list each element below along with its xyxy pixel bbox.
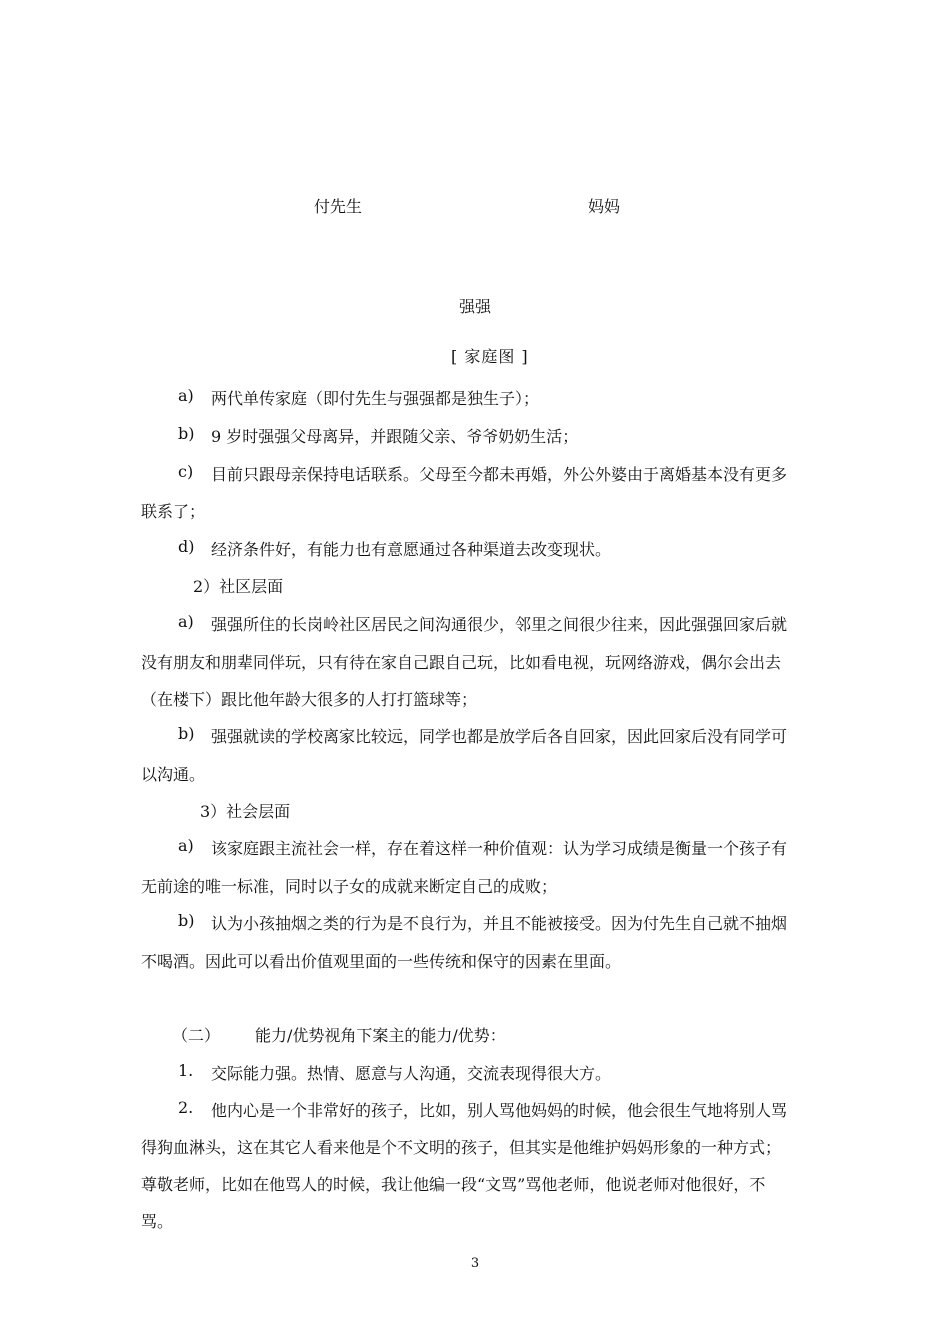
list-text: 他内心是一个非常好的孩子，比如，别人骂他妈妈的时候，他会很生气地将别人骂 xyxy=(211,1101,788,1120)
list-text: 强强就读的学校离家比较远，同学也都是放学后各自回家，因此回家后没有同学可 xyxy=(211,727,788,746)
society-heading: 3）社会层面 xyxy=(200,802,291,821)
list-text: 交际能力强。热情、愿意与人沟通，交流表现得很大方。 xyxy=(211,1064,612,1083)
society-item-b xyxy=(178,911,788,933)
list-text: 9 岁时强强父母离异，并跟随父亲、爷爷奶奶生活； xyxy=(211,427,579,446)
ability-item-1 xyxy=(178,1061,612,1083)
list-marker: c) xyxy=(178,462,194,481)
page-number: 3 xyxy=(470,1256,480,1271)
list-text: 目前只跟母亲保持电话联系。父母至今都未再婚，外公外婆由于离婚基本没有更多 xyxy=(211,465,788,484)
diagram-caption: [ 家庭图 ] xyxy=(451,347,529,366)
ability-item-2-line4: 骂。 xyxy=(141,1212,174,1231)
list-marker: a) xyxy=(178,836,194,855)
community-item-b xyxy=(178,724,788,746)
family-item-c-continued: 联系了； xyxy=(141,502,206,521)
ability-item-2-line3: 尊敬老师，比如在他骂人的时候，我让他编一段“文骂”骂他老师，他说老师对他很好，不 xyxy=(141,1175,766,1194)
section-two-title: 能力/优势视角下案主的能力/优势： xyxy=(255,1026,506,1045)
family-item-c xyxy=(178,462,788,484)
list-marker: a) xyxy=(178,386,194,405)
list-marker: 2. xyxy=(178,1098,194,1117)
list-marker: d) xyxy=(178,537,195,556)
family-item-a xyxy=(178,386,540,408)
section-two-number: （二） xyxy=(172,1026,221,1045)
ability-item-2-line2: 得狗血淋头，这在其它人看来他是个不文明的孩子，但其实是他维护妈妈形象的一种方式； xyxy=(141,1138,782,1157)
society-item-a-line2: 无前途的唯一标准，同时以子女的成就来断定自己的成败； xyxy=(141,877,558,896)
list-text: 该家庭跟主流社会一样，存在着这样一种价值观：认为学习成绩是衡量一个孩子有 xyxy=(211,839,788,858)
community-item-b-line2: 以沟通。 xyxy=(141,765,206,784)
list-marker: 1. xyxy=(178,1061,194,1080)
diagram-father-label: 付先生 xyxy=(314,197,363,216)
list-marker: b) xyxy=(178,724,195,743)
list-text: 强强所住的长岗岭社区居民之间沟通很少，邻里之间很少往来，因此强强回家后就 xyxy=(211,615,788,634)
diagram-child-label: 强强 xyxy=(459,297,492,316)
society-item-b-line2: 不喝酒。因此可以看出价值观里面的一些传统和保守的因素在里面。 xyxy=(141,952,622,971)
community-item-a-line2: 没有朋友和朋辈同伴玩，只有待在家自己跟自己玩，比如看电视，玩网络游戏，偶尔会出去 xyxy=(141,653,782,672)
ability-item-2 xyxy=(178,1098,788,1120)
list-text: 经济条件好，有能力也有意愿通过各种渠道去改变现状。 xyxy=(211,540,612,559)
family-item-d xyxy=(178,537,612,559)
family-item-b xyxy=(178,424,579,446)
list-marker: b) xyxy=(178,911,195,930)
community-heading: 2）社区层面 xyxy=(193,577,284,596)
community-item-a-line3: （在楼下）跟比他年龄大很多的人打打篮球等； xyxy=(141,690,478,709)
list-marker: a) xyxy=(178,612,194,631)
list-text: 认为小孩抽烟之类的行为是不良行为，并且不能被接受。因为付先生自己就不抽烟 xyxy=(211,914,788,933)
list-marker: b) xyxy=(178,424,195,443)
list-text: 两代单传家庭（即付先生与强强都是独生子）； xyxy=(211,389,540,408)
diagram-mother-label: 妈妈 xyxy=(588,197,621,216)
society-item-a xyxy=(178,836,788,858)
community-item-a xyxy=(178,612,788,634)
